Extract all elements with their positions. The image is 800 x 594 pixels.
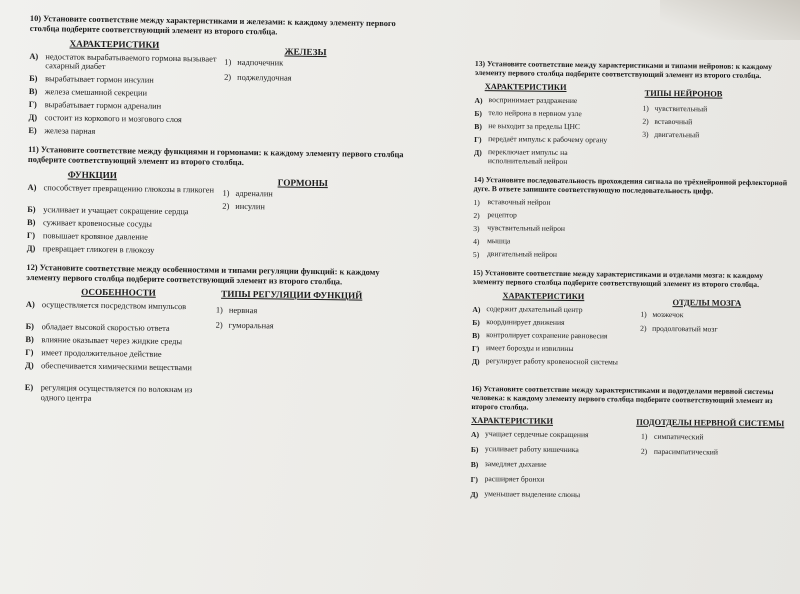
q12-item-d-letter: Г) (25, 348, 34, 358)
q14-item-1-text: вставочный нейрон (487, 196, 551, 207)
q16-option-1-text: симпатический (654, 431, 704, 441)
q13-option-3-num: 3) (642, 129, 649, 139)
q16-item-b-text: усиливает работу кишечника (484, 443, 579, 454)
q12-item-c-text: влияние оказывает через жидкие среды (41, 335, 183, 347)
q10-option-1-text: надпочечник (237, 57, 284, 68)
q11-item-d-text: повышает кровяное давление (42, 230, 148, 242)
q11-item-e-letter: Д) (26, 243, 36, 253)
q12-option-1-num: 1) (215, 306, 223, 316)
q14-item-5-num: 5) (472, 249, 480, 259)
q13-row-e (474, 148, 794, 173)
q16-item-c-letter: В) (470, 459, 479, 469)
q11-item-e-text: превращает гликоген в глюкозу (42, 243, 155, 255)
q16-row-e (470, 490, 790, 508)
q15-item-e-text: регулирует работу кровеносной системы (485, 355, 618, 367)
question-13-text: 13) Установите соответствие между характеристиками и типами нейронов: к каждому элементу первого столбца подберите соответствующий элемент из второго столбца. (474, 59, 773, 80)
q10-right-header: ЖЕЛЕЗЫ (284, 46, 327, 57)
question-14 (473, 176, 794, 266)
q15-option-1-text: мозжечок (652, 309, 684, 319)
q12-item-e-text: обеспечивается химическими веществами (41, 361, 192, 373)
q10-item-f-letter: Е) (28, 125, 37, 135)
q13-option-1-num: 1) (642, 103, 649, 113)
q13-item-e-text: переключает импульс на исполнительный нейрон (487, 147, 568, 166)
q16-item-a-text: учащает сердечные сокращения (485, 428, 589, 439)
q16-item-d-text: расширяет бронхи (484, 473, 545, 484)
q12-item-b-text: обладает высокой скоростью ответа (41, 322, 170, 334)
q12-item-a-letter: А) (25, 300, 35, 310)
question-15-text: 15) Установите соответствие между характеристиками и отделами мозга: к каждому элементу первого столбца подберите соответствующий элемент из второго столбца. (472, 267, 764, 289)
q14-item-3-num: 3) (473, 223, 480, 233)
q13-option-3-text: двигательный (654, 129, 700, 140)
q13-item-b-letter: Б) (474, 108, 483, 118)
q10-left-header: ХАРАКТЕРИСТИКИ (69, 38, 160, 50)
question-10-text: 10) Установите соответствие между характеристиками и железами: к каждому элементу первого столбца подберите соответствующий элемент из второго столбца. (29, 14, 396, 37)
q15-option-2-num: 2) (640, 323, 647, 333)
q16-item-a-letter: А) (471, 429, 480, 439)
q14-item-2-num: 2) (473, 210, 480, 220)
q15-right-header: ОТДЕЛЫ МОЗГА (672, 297, 742, 308)
q12-left-header: ОСОБЕННОСТИ (81, 287, 156, 299)
q15-item-a-letter: А) (472, 304, 481, 314)
q12-item-b-letter: Б) (25, 322, 35, 332)
q14-item-4-num: 4) (473, 236, 480, 246)
q11-item-a-letter: А) (27, 182, 37, 192)
q10-option-1-num: 1) (224, 57, 232, 67)
q16-item-b-letter: Б) (470, 444, 479, 454)
q10-item-b-letter: Б) (29, 73, 38, 83)
q12-item-a-text: осуществляется посредством импульсов (41, 300, 187, 312)
question-15 (472, 269, 793, 382)
q11-left-header: ФУНКЦИИ (67, 169, 118, 180)
q13-option-2-text: вставочный (654, 116, 693, 127)
q15-item-d-letter: Г) (471, 343, 480, 353)
q12-option-2-num: 2) (215, 321, 223, 331)
q11-right-header: ГОРМОНЫ (277, 177, 328, 188)
question-12-text: 12) Установите соответствие между особенностями и типами регуляции функций: к каждому элементу первого столбца подберите соответствующий элемент из второго столбца. (26, 262, 380, 286)
q16-right-header: ПОДОТДЕЛЫ НЕРВНОЙ СИСТЕМЫ (636, 417, 785, 428)
q16-option-2-num: 2) (640, 446, 648, 456)
q10-option-2-text: поджелудочная (237, 72, 292, 83)
q13-item-e-letter: Д) (473, 147, 482, 157)
question-13 (474, 60, 795, 173)
q13-item-b-text: тело нейрона в нервном узле (488, 108, 582, 119)
q11-item-c-letter: В) (27, 217, 36, 227)
q16-option-1-num: 1) (641, 431, 648, 441)
q14-row-5 (473, 250, 793, 266)
q15-item-c-text: контролирует сохранение равновесия (486, 329, 608, 341)
q10-item-e-letter: Д) (28, 112, 38, 122)
q10-option-2-num: 2) (224, 72, 232, 82)
q15-item-b-text: координирует движения (486, 316, 565, 327)
q12-row-f (25, 383, 405, 410)
q12-option-2-text: гуморальная (228, 321, 274, 331)
q15-option-1-num: 1) (640, 309, 647, 319)
q13-option-1-text: чувствительный (654, 103, 708, 114)
question-12 (25, 263, 407, 411)
q10-item-c-text: железа смешанной секреции (44, 87, 148, 98)
q15-row-e (472, 357, 792, 382)
q16-item-c-text: замедляет дыхание (484, 458, 547, 469)
q10-item-d-text: вырабатывает гормон адреналин (44, 100, 162, 111)
q16-item-e-text: уменьшает выделение слюны (484, 488, 581, 499)
q15-item-c-letter: В) (472, 330, 480, 340)
q10-item-e-text: состоит из коркового и мозгового слоя (44, 113, 182, 124)
q14-item-4-text: мышца (487, 235, 511, 246)
question-16-text: 16) Установите соответствие между характеристиками и подотделами нервной системы человека: к каждому элементу первого столбца подберите соответствующий элемент из второго столбца. (471, 383, 774, 412)
q11-item-d-letter: Г) (26, 230, 36, 240)
q14-item-2-text: рецептор (487, 209, 517, 220)
q15-item-e-letter: Д) (471, 356, 480, 366)
q13-item-d-letter: Г) (474, 134, 482, 144)
question-14-text: 14) Установите последовательность прохождения сигнала по трёхнейронной рефлекторной дуге. В ответе запишите соответствующую последовательность цифр. (473, 174, 788, 196)
q13-item-d-text: передаёт импульс к рабочему органу (488, 134, 608, 145)
q16-item-e-letter: Д) (470, 489, 479, 499)
q13-item-c-letter: В) (474, 121, 482, 131)
q12-item-d-text: имеет продолжительное действие (41, 348, 162, 360)
q12-item-e-letter: Д) (25, 361, 34, 371)
q13-left-header: ХАРАКТЕРИСТИКИ (484, 82, 567, 92)
question-11 (27, 145, 409, 262)
q16-item-d-letter: Г) (470, 474, 479, 484)
q15-left-header: ХАРАКТЕРИСТИКИ (502, 291, 585, 301)
q15-item-b-letter: Б) (472, 317, 480, 327)
q13-right-header: ТИПЫ НЕЙРОНОВ (644, 88, 723, 99)
q11-option-2-num: 2) (222, 201, 230, 211)
q11-item-a-text: способствует превращению глюкозы в гликоген (43, 182, 215, 195)
q11-item-b-letter: Б) (27, 204, 36, 214)
q10-item-a-text: недостаток вырабатываемого гормона вызывает сахарный диабет (45, 52, 217, 72)
q13-option-2-num: 2) (642, 116, 649, 126)
q11-option-1-num: 1) (222, 188, 230, 198)
question-11-text: 11) Установите соответствие между функциями и гормонами: к каждому элементу первого столбца подберите соответствующий элемент из второго столбца. (27, 144, 404, 167)
q10-item-d-letter: Г) (28, 99, 37, 109)
q10-item-b-text: вырабатывает гормон инсулин (45, 74, 154, 85)
q11-item-b-text: усиливает и учащает сокращение сердца (43, 204, 189, 216)
q13-item-a-letter: А) (474, 95, 483, 105)
q13-item-c-text: не выходит за пределы ЦНС (488, 121, 581, 132)
q10-item-c-letter: В) (28, 86, 38, 96)
q12-right-header: ТИПЫ РЕГУЛЯЦИИ ФУНКЦИЙ (221, 289, 363, 302)
question-16 (470, 385, 791, 508)
q15-item-d-text: имеет борозды и извилины (485, 342, 574, 353)
q12-item-c-letter: В) (25, 335, 34, 345)
left-column (24, 14, 410, 417)
q11-option-1-text: адреналин (235, 188, 273, 199)
q13-item-a-text: воспринимает раздражение (488, 95, 578, 105)
right-column (470, 60, 795, 514)
question-10 (28, 14, 410, 144)
q15-option-2-text: продолговатый мозг (652, 323, 718, 334)
q11-option-2-text: инсулин (235, 201, 265, 211)
q11-item-c-text: суживает кровеносные сосуды (43, 217, 152, 229)
q15-item-a-text: содержит дыхательный центр (486, 303, 583, 314)
q16-option-2-text: парасимпатический (653, 446, 718, 457)
q16-left-header: ХАРАКТЕРИСТИКИ (471, 415, 554, 426)
q12-item-f-text: регуляция осуществляется по волокнам из одного центра (40, 383, 193, 403)
q12-item-f-letter: Е) (24, 383, 34, 393)
q12-option-1-text: нервная (228, 306, 258, 316)
q10-item-a-letter: А) (29, 51, 39, 61)
page-corner-shadow (660, 0, 800, 40)
q14-item-5-text: двигательный нейрон (486, 248, 558, 259)
q14-item-1-num: 1) (473, 197, 480, 207)
q10-item-f-text: железа парная (44, 126, 96, 136)
q14-item-3-text: чувствительный нейрон (487, 222, 566, 233)
